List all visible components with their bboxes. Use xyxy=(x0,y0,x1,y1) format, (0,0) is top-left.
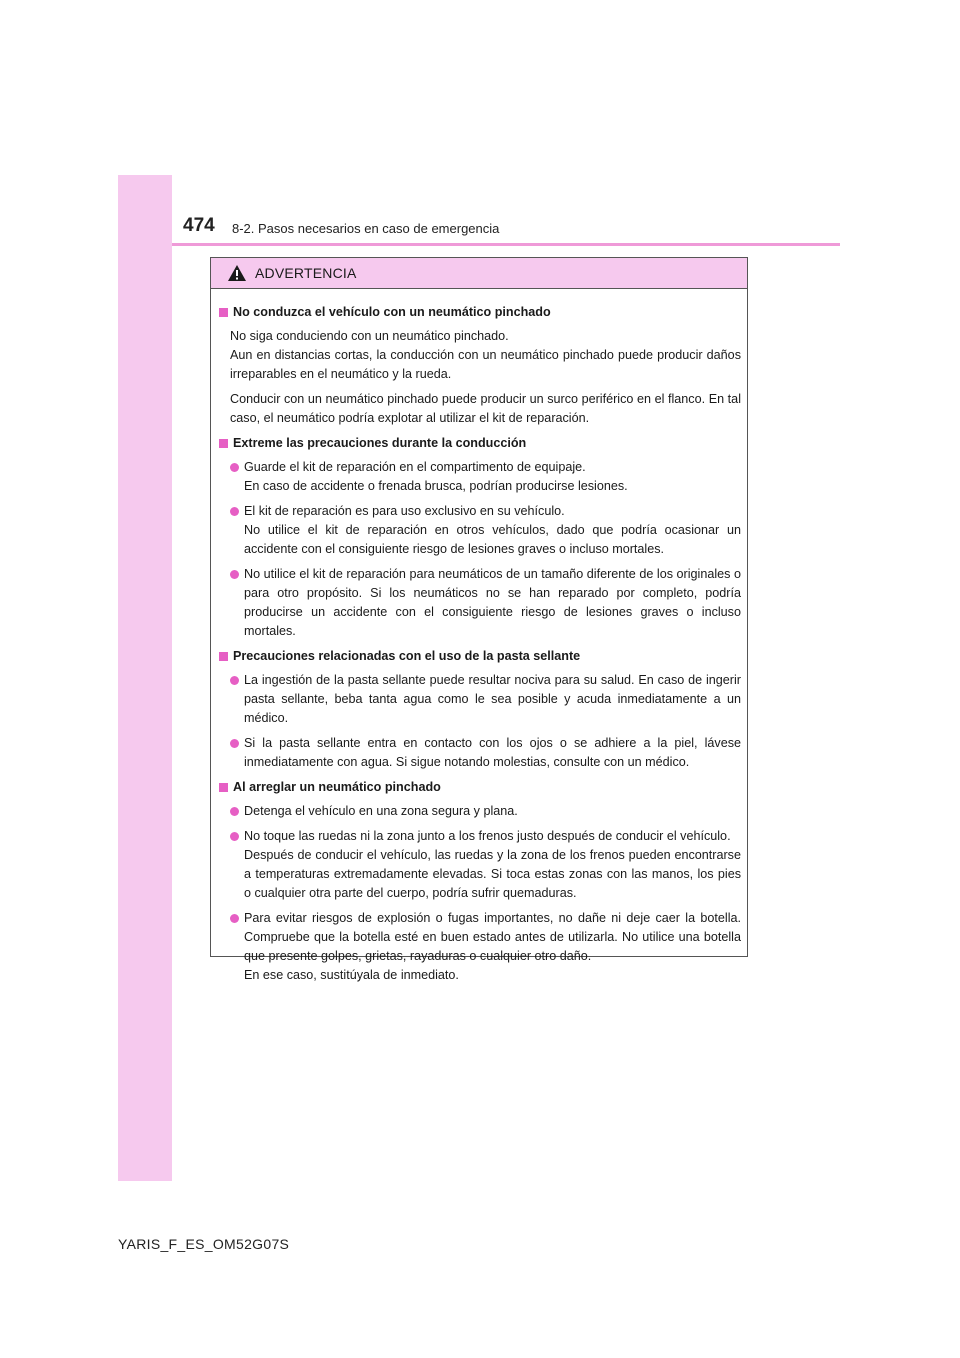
round-bullet-icon xyxy=(230,463,239,472)
warning-body xyxy=(211,289,747,985)
square-bullet-icon xyxy=(219,652,228,661)
document-code: YARIS_F_ES_OM52G07S xyxy=(118,1236,290,1252)
item-line: No utilice el kit de reparación para neumáticos de un tamaño diferente de los originales o para otro propósito. Si los neumáticos no se han reparado por completo, podría producirse un accidente con el consiguiente riesgo de lesiones graves o incluso mortales. xyxy=(244,567,741,638)
warning-section xyxy=(219,434,741,641)
warning-triangle-icon xyxy=(227,264,247,282)
square-bullet-icon xyxy=(219,308,228,317)
list-item xyxy=(219,827,741,903)
item-line: El kit de reparación es para uso exclusivo en su vehículo. xyxy=(244,504,565,518)
paragraph xyxy=(219,390,741,428)
paragraph-line: Aun en distancias cortas, la conducción con un neumático pinchado puede producir daños irreparables en el neumático y la rueda. xyxy=(230,348,741,381)
paragraph-line: Conducir con un neumático pinchado puede producir un surco periférico en el flanco. En tal caso, el neumático podría explotar al utilizar el kit de reparación. xyxy=(230,392,741,425)
square-bullet-icon xyxy=(219,439,228,448)
warning-header xyxy=(211,258,747,289)
list-item xyxy=(219,458,741,496)
item-line: Guarde el kit de reparación en el compartimento de equipaje. xyxy=(244,460,586,474)
item-line: No toque las ruedas ni la zona junto a los frenos justo después de conducir el vehículo. xyxy=(244,829,731,843)
item-line: Después de conducir el vehículo, las ruedas y la zona de los frenos pueden encontrarse a temperaturas extremadamente elevadas. Si toca estas zonas con las manos, los pies o cualquier otra parte del cuerpo, podría sufrir quemaduras. xyxy=(244,848,741,900)
list-item xyxy=(219,734,741,772)
section-heading-text: Extreme las precauciones durante la conducción xyxy=(233,436,527,450)
item-line: En caso de accidente o frenada brusca, podrían producirse lesiones. xyxy=(244,479,628,493)
round-bullet-icon xyxy=(230,832,239,841)
round-bullet-icon xyxy=(230,739,239,748)
square-bullet-icon xyxy=(219,783,228,792)
section-heading-text: No conduzca el vehículo con un neumático pinchado xyxy=(233,305,551,319)
item-line: La ingestión de la pasta sellante puede resultar nociva para su salud. En caso de ingerir pasta sellante, beba tanta agua como le sea posible y acuda inmediatamente a un médico. xyxy=(244,673,741,725)
section-title: 8-2. Pasos necesarios en caso de emergencia xyxy=(232,221,500,236)
section-heading-text: Al arreglar un neumático pinchado xyxy=(233,780,441,794)
list-item xyxy=(219,802,741,821)
item-line: Detenga el vehículo en una zona segura y plana. xyxy=(244,804,518,818)
section-heading xyxy=(219,303,741,322)
section-heading xyxy=(219,778,741,797)
item-line: En ese caso, sustitúyala de inmediato. xyxy=(244,968,459,982)
round-bullet-icon xyxy=(230,507,239,516)
paragraph xyxy=(219,327,741,384)
round-bullet-icon xyxy=(230,570,239,579)
item-line: Si la pasta sellante entra en contacto con los ojos o se adhiere a la piel, lávese inmediatamente con agua. Si sigue notando molestias, consulte con un médico. xyxy=(244,736,741,769)
warning-section xyxy=(219,778,741,985)
header-rule xyxy=(172,243,840,246)
section-heading xyxy=(219,647,741,666)
list-item xyxy=(219,671,741,728)
warning-section xyxy=(219,303,741,428)
list-item xyxy=(219,909,741,985)
warning-box xyxy=(210,257,748,982)
item-line: Para evitar riesgos de explosión o fugas importantes, no dañe ni deje caer la botella. Compruebe que la botella esté en buen estado antes de utilizarla. No utilice una botella que presente golpes, grietas, rayaduras o cualquier otro daño. xyxy=(244,911,741,963)
list-item xyxy=(219,502,741,559)
round-bullet-icon xyxy=(230,807,239,816)
section-heading xyxy=(219,434,741,453)
round-bullet-icon xyxy=(230,676,239,685)
warning-section xyxy=(219,647,741,772)
item-line: No utilice el kit de reparación en otros vehículos, dado que podría ocasionar un accidente con el consiguiente riesgo de lesiones graves o incluso mortales. xyxy=(244,523,741,556)
list-item xyxy=(219,565,741,641)
warning-title: ADVERTENCIA xyxy=(255,265,357,281)
paragraph-line: No siga conduciendo con un neumático pinchado. xyxy=(230,329,509,343)
round-bullet-icon xyxy=(230,914,239,923)
side-color-band xyxy=(118,175,172,1181)
section-heading-text: Precauciones relacionadas con el uso de la pasta sellante xyxy=(233,649,581,663)
page-number: 474 xyxy=(183,215,215,236)
